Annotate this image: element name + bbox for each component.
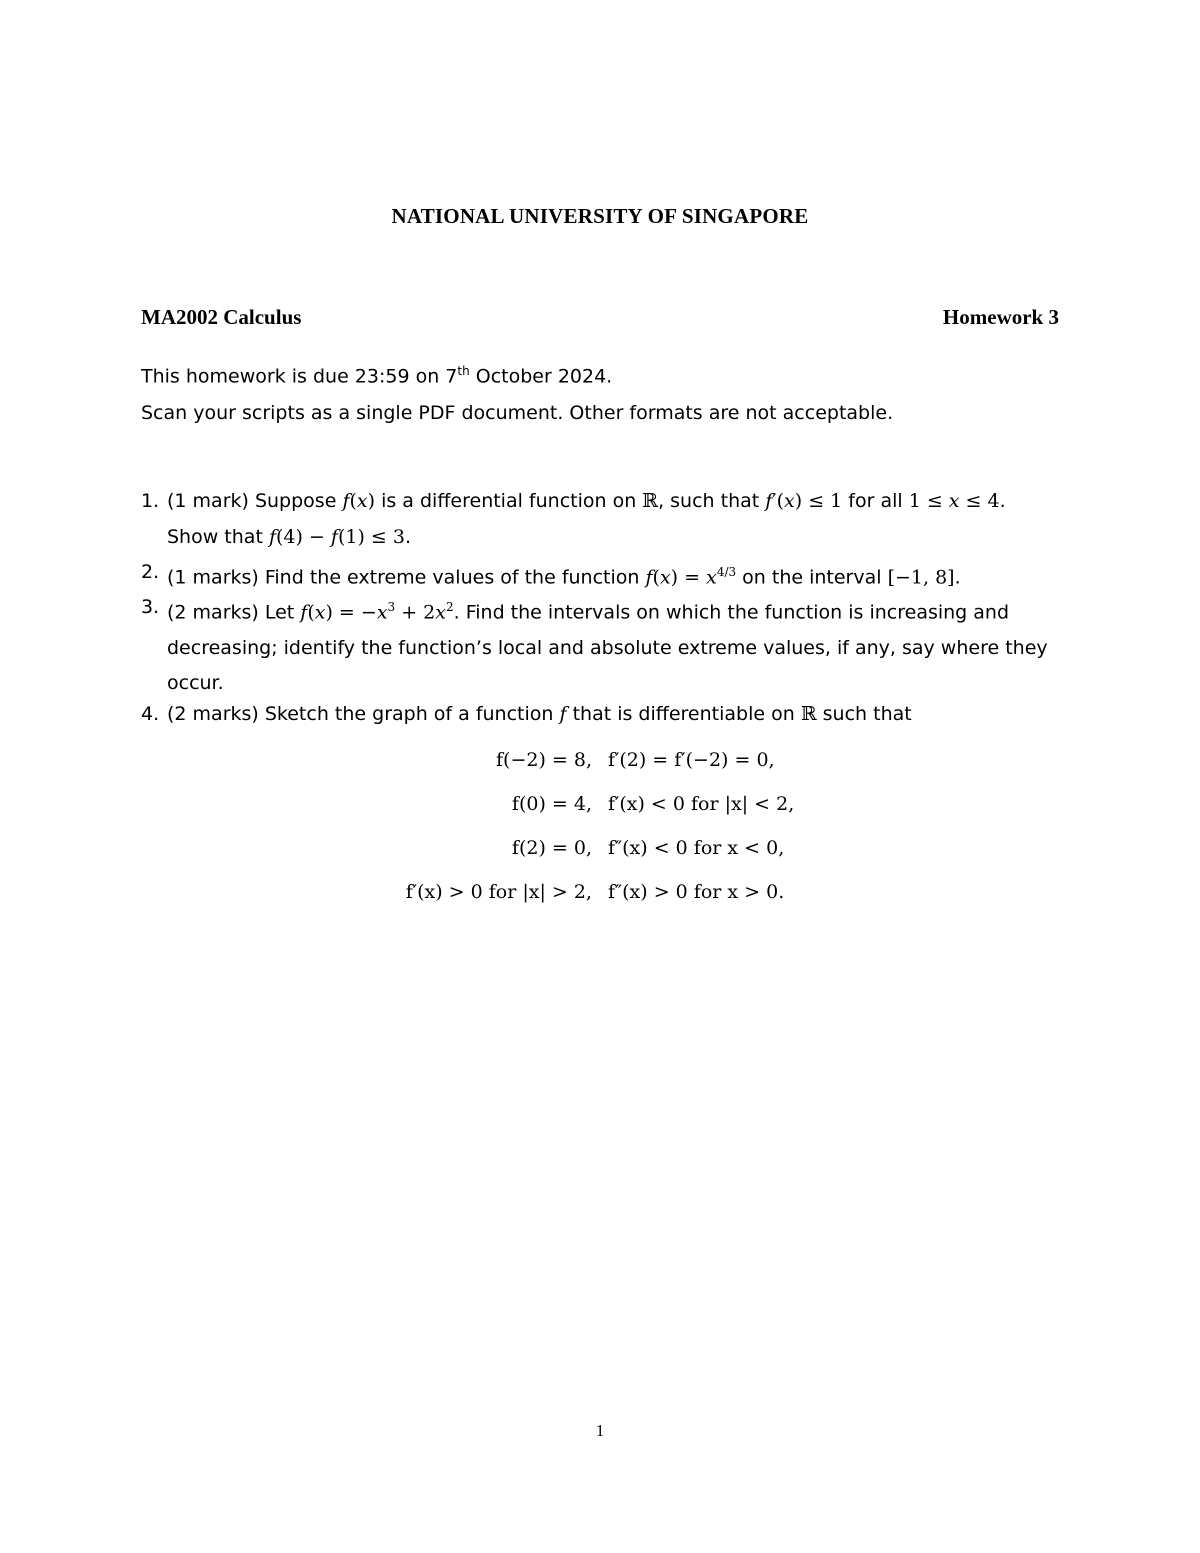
condition-right: f″(x) > 0 for x > 0. [608,881,785,903]
condition-right: f′(2) = f′(−2) = 0, [608,749,775,771]
condition-left: f′(x) > 0 for |x| > 2, [405,881,592,903]
condition-right: f″(x) < 0 for x < 0, [608,837,785,859]
question-number: 1. [141,490,160,512]
course-header [141,305,1059,330]
question-number: 3. [141,596,160,618]
condition-left: f(0) = 4, [511,793,592,815]
condition-left: f(2) = 0, [511,837,592,859]
assignment-title: Homework 3 [942,305,1059,329]
course-title: MA2002 Calculus [141,305,302,329]
question-number: 2. [141,561,160,583]
question-2-text: (1 marks) Find the extreme values of the function $f(x) = x^{4/3}$ on the interval [−1, 8]. [167,565,961,589]
question-1 [141,484,1071,555]
question-3-text: (2 marks) Let $f(x) = -x^3 + 2x^2$. Find the intervals on which the function is increasing and decreasing; identify the function’s local and absolute extreme values, if any, say where they occur. [167,600,1048,695]
question-number: 4. [141,703,160,725]
condition-right: f′(x) < 0 for |x| < 2, [608,793,795,815]
due-superscript: th [457,364,470,378]
due-date-line [141,364,1071,387]
due-suffix: October 2024. [469,365,613,388]
page-number: 1 [595,1421,605,1440]
university-title: NATIONAL UNIVERSITY OF SINGAPORE [391,204,809,228]
condition-left: f(−2) = 8, [496,749,592,771]
question-4 [141,697,1071,733]
due-prefix: This homework is due 23:59 on 7 [141,365,458,388]
question-3 [141,590,1071,702]
question-4-text: (2 marks) Sketch the graph of a function f that is differentiable on ℝ such that [167,703,912,725]
scan-note: Scan your scripts as a single PDF document. Other formats are not acceptable. [141,402,894,424]
question-1-text: (1 mark) Suppose f(x) is a differential function on ℝ, such that f′(x) ≤ 1 for all 1 ≤ x ≤ 4. Show that f(4) − f(1) ≤ 3. [167,490,1006,548]
